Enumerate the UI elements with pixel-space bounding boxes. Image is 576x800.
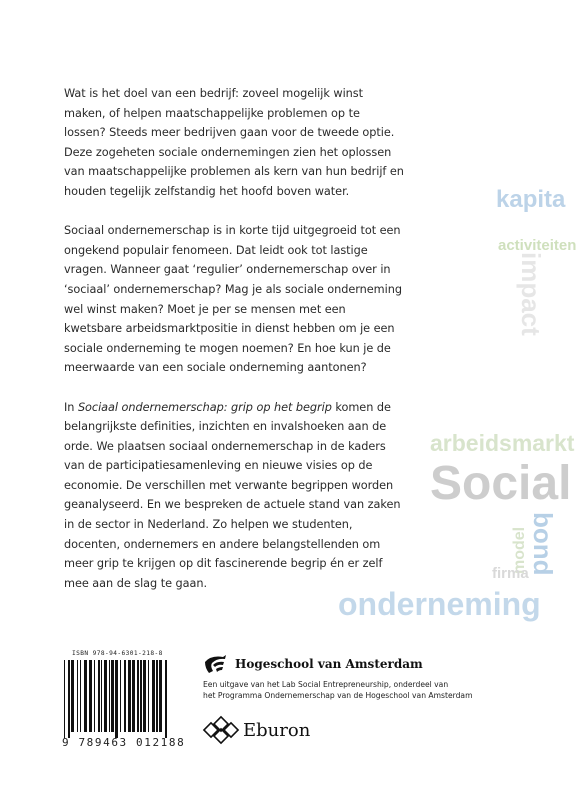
barcode-bar: [132, 660, 135, 732]
barcode-bar: [98, 660, 100, 732]
word-kapita: kapita: [496, 186, 566, 213]
book-title-inline: Sociaal ondernemerschap: grip op het begrip: [77, 400, 332, 414]
paragraph-1: Wat is het doel van een bedrijf: zoveel mogelijk winst maken, of helpen maatschappelijke problemen op te lossen? Steeds meer bedrijven gaan voor de tweede optie. Deze zogeheten sociale ondernemingen zien het oplossen van maatschappelijke problemen als kern van hun bedrijf en houden tegelijk zelfstandig het hoofd boven water.: [64, 87, 404, 198]
word-bond: bond: [528, 512, 558, 576]
barcode-bar: [124, 660, 126, 732]
barcode-bar: [104, 660, 107, 732]
barcode-bar: [159, 660, 162, 732]
barcode-bar: [156, 660, 158, 732]
hva-desc-line-2: het Programma Ondernemerschap van de Hogeschool van Amsterdam: [203, 691, 473, 700]
barcode-bar: [165, 660, 167, 738]
hva-logo-icon: [203, 654, 229, 674]
barcode-bar: [101, 660, 102, 732]
barcode-bar: [77, 660, 78, 732]
hva-description: [203, 679, 538, 701]
barcode-bars: [62, 660, 182, 738]
barcode-bar: [148, 660, 149, 732]
barcode-bar: [115, 660, 118, 738]
barcode-bar: [120, 660, 121, 732]
word-impact: impact: [516, 252, 546, 336]
barcode-bar: [109, 660, 110, 732]
barcode-bar: [111, 660, 114, 732]
eburon-name: Eburon: [243, 719, 311, 741]
eburon-diamond-icon: [203, 716, 239, 744]
barcode-bar: [152, 660, 155, 732]
word-social: Social: [430, 457, 572, 510]
back-cover-text: [64, 84, 404, 613]
barcode-bar: [64, 660, 65, 738]
isbn-label: ISBN 978-94-6301-218-8: [72, 650, 163, 657]
paragraph-2: Sociaal ondernemerschap is in korte tijd uitgegroeid tot een ongekend populair fenomeen. Dat leidt ook tot lastige vragen. Wanneer gaat ‘regulier’ ondernemerschap over in ‘sociaal’ ondernemerschap? Mag je als sociale onderneming wel winst maken? Moet je per se mensen met een kwetsbare arbeidsmarktpositie in dienst hebben om je een sociale onderneming te mogen noemen? En hoe kun je de meerwaarde van een sociale onderneming aantonen?: [64, 224, 402, 375]
barcode-bar: [84, 660, 87, 732]
hva-header: [203, 654, 543, 674]
paragraph-3-prefix: In: [64, 400, 78, 414]
word-arbeidsmarkt: arbeidsmarkt: [430, 430, 575, 456]
paragraph-3: [64, 398, 404, 594]
barcode-bar: [68, 660, 70, 738]
eburon-logo: [203, 716, 310, 744]
word-firma: firma: [492, 565, 529, 582]
word-onderneming: onderneming: [338, 586, 541, 622]
barcode-bar: [71, 660, 74, 732]
barcode-bar: [137, 660, 139, 732]
hva-desc-line-1: Een uitgave van het Lab Social Entrepreneurship, onderdeel van: [203, 680, 449, 689]
barcode-bar: [128, 660, 131, 732]
hva-name: Hogeschool van Amsterdam: [235, 657, 423, 671]
barcode-bar: [140, 660, 142, 732]
hva-block: [203, 654, 543, 701]
word-activiteiten: activiteiten: [498, 237, 576, 254]
barcode-bar: [94, 660, 95, 732]
paragraph-3-rest: komen de belangrijkste definities, inzichten en invalshoeken aan de orde. We plaatsen sociaal ondernemerschap in de kaders van de participatiesamenleving en nieuwe visies op de economie. De verschillen met verwante begrippen worden geanalyseerd. En we bespreken de actuele stand van zaken in de sector in Nederland. Zo helpen we studenten, docenten, ondernemers en andere belangstellenden om meer grip te krijgen op dit fascinerende begrip én er zelf mee aan de slag te gaan.: [64, 400, 401, 590]
barcode-bar: [80, 660, 81, 732]
barcode-bar: [89, 660, 92, 732]
barcode-bar: [143, 660, 146, 732]
ean-digits: 9 789463 012188: [62, 736, 186, 749]
isbn-barcode: [62, 650, 192, 749]
word-model: model: [511, 526, 528, 574]
